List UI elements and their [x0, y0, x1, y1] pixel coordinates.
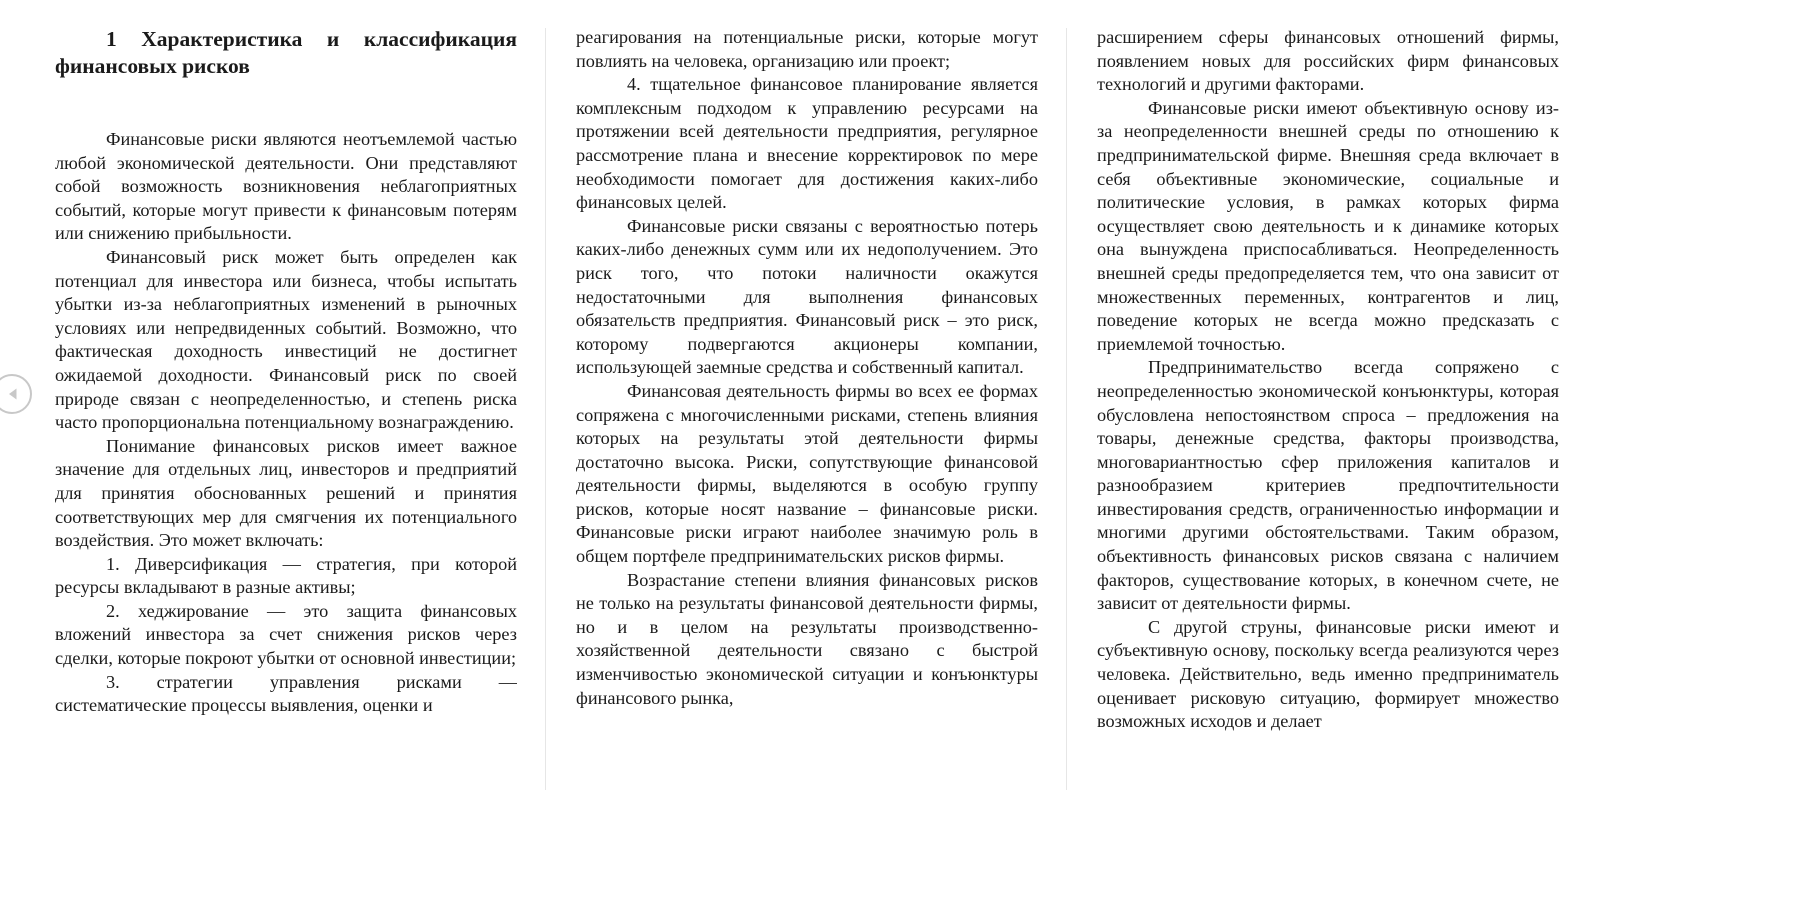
- list-item: 4. тщательное финансовое планирование является комплексным подходом к управлению ресурсами на протяжении всей деятельности предприятия, регулярное рассмотрение плана и внесение корректировок по мере необходимости помогает для достижения каких-либо финансовых целей.: [576, 74, 1038, 213]
- paragraph: Понимание финансовых рисков имеет важное значение для отдельных лиц, инвесторов и предприятий для принятия обоснованных решений и принятия соответствующих мер для смягчения их потенциального воздействия. Это может включать:: [55, 435, 517, 551]
- paragraph-continuation: реагирования на потенциальные риски, которые могут повлиять на человека, организацию или проект;: [576, 27, 1038, 71]
- column-divider: [545, 28, 546, 790]
- list-item: 2. хеджирование — это защита финансовых вложений инвестора за счет снижения рисков через сделки, которые покроют убытки от основной инвестиции;: [55, 600, 517, 669]
- list-item: 3. стратегии управления рисками — систематические процессы выявления, оценки и: [55, 671, 517, 716]
- paragraph: Финансовые риски имеют объективную основу из-за неопределенности внешней среды по отношению к предпринимательской фирме. Внешняя среда включает в себя объективные экономические, социальные и политические условия, в рамках которых фирма осуществляет свою деятельность и к динамике которых она вынуждена приспосабливаться. Неопределенность внешней среды предопределяется тем, что она зависит от множественных переменных, контрагентов и лиц, поведение которых не всегда можно предсказать с приемлемой точностью.: [1097, 97, 1559, 354]
- previous-page-button[interactable]: [0, 374, 32, 414]
- paragraph: Предпринимательство всегда сопряжено с неопределенностью экономической конъюнктуры, которая обусловлена непостоянством спроса – предложения на товары, денежные средства, факторы производства, многовариантностью сфер приложения капиталов и разнообразием критериев предпочтительности инвестирования средств, ограниченностью информации и многими другими обстоятельствами. Таким образом, объективность финансовых рисков связана с наличием факторов, существование которых, в конечном счете, не зависит от деятельности фирмы.: [1097, 357, 1559, 614]
- paragraph: Финансовые риски связаны с вероятностью потерь каких-либо денежных сумм или их недополучением. Это риск того, что потоки наличности окажутся недостаточными для выполнения финансовых обязательств предприятия. Финансовый риск – это риск, которому подвергаются акционеры компании, использующей заемные средства и собственный капитал.: [576, 215, 1038, 378]
- paragraph: Финансовые риски являются неотъемлемой частью любой экономической деятельности. Они представляют собой возможность возникновения неблагоприятных событий, которые могут привести к финансовым потерям или снижению прибыльности.: [55, 129, 517, 244]
- paragraph: Финансовая деятельность фирмы во всех ее формах сопряжена с многочисленными рисками, степень влияния которых на результаты этой деятельности фирмы достаточно высока. Риски, сопутствующие финансовой деятельности фирмы, выделяются в особую группу рисков, которые носят название – финансовые риски. Финансовые риски играют наиболее значимую роль в общем портфеле предпринимательских рисков фирмы.: [576, 380, 1038, 567]
- list-item: 1. Диверсификация — стратегия, при которой ресурсы вкладывают в разные активы;: [55, 553, 517, 598]
- paragraph: Возрастание степени влияния финансовых рисков не только на результаты финансовой деятельности фирмы, но и в целом на результаты производственно-хозяйственной деятельности связано с быстрой изменчивостью экономической ситуации и конъюнктуры финансового рынка,: [576, 569, 1038, 708]
- chevron-left-icon: [5, 386, 21, 402]
- column-divider: [1066, 28, 1067, 790]
- paragraph: Финансовый риск может быть определен как потенциал для инвестора или бизнеса, чтобы испытать убытки из-за неблагоприятных изменений в рыночных условиях или непредвиденных событий. Возможно, что фактическая доходность инвестиций не достигнет ожидаемой доходности. Финансовый риск по своей природе связан с неопределенностью, и степень риска часто пропорциональна потенциальному вознаграждению.: [55, 246, 517, 433]
- paragraph: С другой струны, финансовые риски имеют и субъективную основу, поскольку всегда реализуются через человека. Действительно, ведь именно предприниматель оценивает рисковую ситуацию, формирует множество возможных исходов и делает: [1097, 616, 1559, 732]
- page-column-1: [55, 26, 517, 770]
- page-column-2: [576, 26, 1038, 780]
- section-heading: 1 Характеристика и классификация финансовых рисков: [55, 27, 517, 78]
- paragraph-continuation: расширением сферы финансовых отношений фирмы, появлением новых для российских фирм финансовых технологий и другими факторами.: [1097, 27, 1559, 95]
- page-column-3: [1097, 26, 1559, 780]
